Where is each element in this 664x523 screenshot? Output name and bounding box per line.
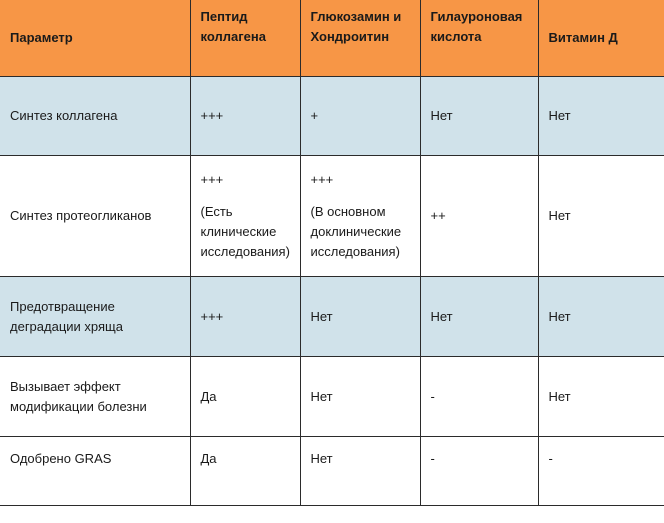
cell-peptide: +++	[190, 77, 300, 156]
table-row	[0, 277, 664, 357]
cell-spacer	[311, 190, 410, 202]
table-row	[0, 357, 664, 437]
cell-glucosamine	[300, 156, 420, 277]
cell-vitamin-d: -	[538, 437, 664, 506]
header-hyaluronic: Гилауроновая кислота	[420, 0, 538, 77]
header-row	[0, 0, 664, 77]
cell-glucosamine: +	[300, 77, 420, 156]
cell-spacer	[201, 190, 290, 202]
cell-vitamin-d: Нет	[538, 156, 664, 277]
cell-hyaluronic: Нет	[420, 77, 538, 156]
cell-peptide	[190, 156, 300, 277]
cell-vitamin-d: Нет	[538, 357, 664, 437]
cell-vitamin-d: Нет	[538, 77, 664, 156]
cell-parameter: Синтез коллагена	[0, 77, 190, 156]
cell-value: +++	[200, 172, 224, 187]
table-row	[0, 77, 664, 156]
cell-peptide: +++	[190, 277, 300, 357]
cell-glucosamine: Нет	[300, 437, 420, 506]
cell-glucosamine: Нет	[300, 277, 420, 357]
cell-parameter: Синтез протеогликанов	[0, 156, 190, 277]
cell-hyaluronic: -	[420, 437, 538, 506]
cell-note: (В основном доклинические исследования)	[310, 204, 402, 259]
cell-glucosamine: Нет	[300, 357, 420, 437]
cell-parameter: Одобрено GRAS	[0, 437, 190, 506]
cell-value: +++	[310, 172, 334, 187]
header-vitamin-d: Витамин Д	[538, 0, 664, 77]
cell-vitamin-d: Нет	[538, 277, 664, 357]
cell-hyaluronic: Нет	[420, 277, 538, 357]
table-row	[0, 156, 664, 277]
cell-hyaluronic: ++	[420, 156, 538, 277]
cell-peptide: Да	[190, 357, 300, 437]
cell-note: (Есть клинические исследования)	[200, 204, 290, 259]
cell-parameter: Вызывает эффект модификации болезни	[0, 357, 190, 437]
header-peptide: Пептид коллагена	[190, 0, 300, 77]
cell-hyaluronic: -	[420, 357, 538, 437]
header-glucosamine: Глюкозамин и Хондроитин	[300, 0, 420, 77]
cell-peptide: Да	[190, 437, 300, 506]
cell-parameter: Предотвращение деградации хряща	[0, 277, 190, 357]
header-parameter: Параметр	[0, 0, 190, 77]
table-row	[0, 437, 664, 506]
